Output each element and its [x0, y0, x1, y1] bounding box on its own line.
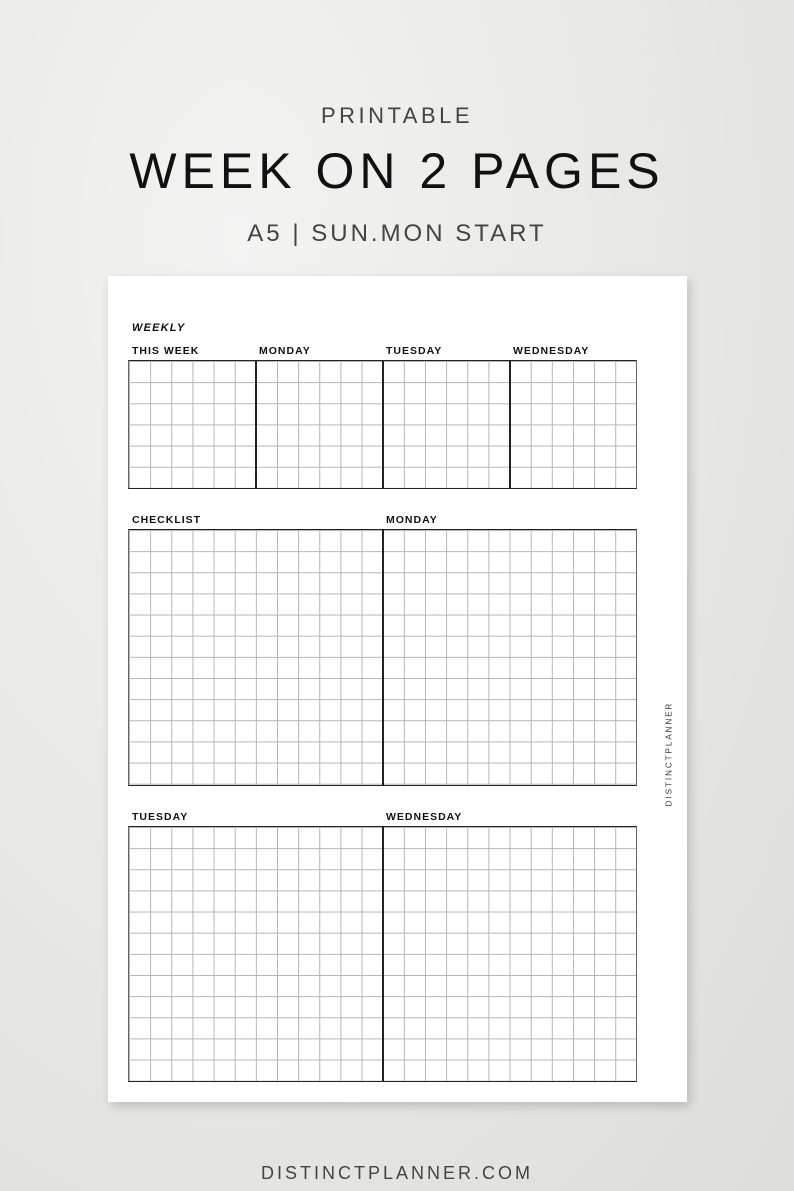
label-top-wednesday: WEDNESDAY: [513, 345, 590, 357]
product-title: WEEK ON 2 PAGES: [129, 143, 665, 199]
bottom-divider: [382, 826, 384, 1082]
top-divider-3: [509, 360, 511, 489]
middle-divider: [382, 529, 384, 786]
product-subtitle: A5 | SUN.MON START: [247, 220, 547, 247]
planner-page: [108, 276, 687, 1102]
side-brand: [659, 684, 679, 824]
label-bottom-tuesday: TUESDAY: [132, 811, 189, 823]
label-bottom-wednesday: WEDNESDAY: [386, 811, 463, 823]
printable-eyebrow: PRINTABLE: [320, 103, 474, 128]
website-url: DISTINCTPLANNER.COM: [260, 1163, 533, 1183]
label-this-week: THIS WEEK: [132, 345, 200, 357]
side-brand-text: DISTINCTPLANNER: [664, 701, 674, 807]
label-checklist: CHECKLIST: [132, 514, 202, 526]
weekly-heading: WEEKLY: [132, 322, 186, 334]
top-divider-1: [255, 360, 257, 489]
label-middle-monday: MONDAY: [386, 514, 438, 526]
top-divider-2: [382, 360, 384, 489]
label-top-monday: MONDAY: [259, 345, 311, 357]
label-top-tuesday: TUESDAY: [386, 345, 443, 357]
